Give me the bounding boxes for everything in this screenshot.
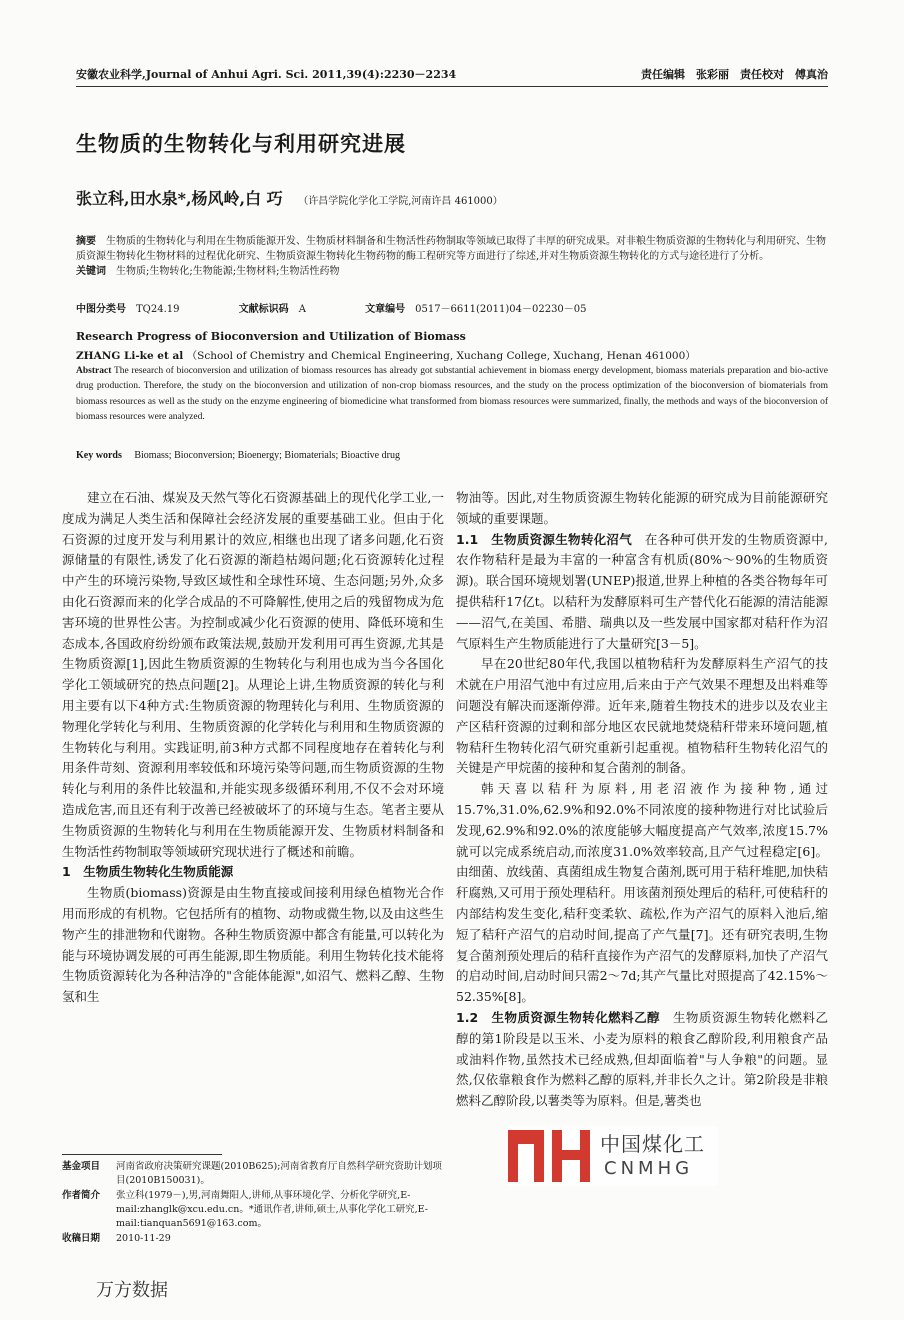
received-date-label: 收稿日期	[62, 1233, 101, 1244]
english-keywords-label: Key words	[76, 450, 122, 461]
doc-code-label: 文献标识码	[238, 304, 289, 315]
watermark-logo	[506, 1126, 718, 1186]
classification-line	[76, 300, 828, 315]
author-line	[76, 186, 503, 209]
english-author-line	[76, 348, 696, 363]
section-1-paragraph: 生物质(biomass)资源是由生物直接或间接利用绿色植物光合作用而形成的有机物。它包括所有的植物、动物或微生物,以及由这些生物产生的排泄物和代谢物。各种生物质资源中都含有能量,可以转化为能与环境协调发展的可再生能源,即生物质能。利用生物转化技术能将生物质资源转化为各种洁净的"含能体能源",如沼气、燃料乙醇、生物氢和生	[62, 885, 444, 1005]
journal-citation: 安徽农业科学,Journal of Anhui Agri. Sci. 2011,39(4):2230－2234	[76, 68, 457, 81]
clc-value: TQ24.19	[136, 304, 180, 315]
body-column-left	[62, 488, 444, 1008]
section-heading-1: 1 生物质生物转化生物质能源	[62, 864, 234, 880]
author-names: 张立科,田水泉*,杨风岭,白 巧	[76, 189, 283, 208]
fund-label: 基金项目	[62, 1161, 101, 1172]
clc-label: 中图分类号	[76, 304, 126, 315]
running-header	[76, 66, 828, 84]
english-affiliation: （School of Chemistry and Chemical Engineering, Xuchang College, Xuchang, Henan 461000）	[186, 350, 696, 362]
section-1-1-paragraph-2: 早在20世纪80年代,我国以植物秸秆为发酵原料生产沼气的技术就在户用沼气池中有过应用,后来由于产气效果不理想及出料难等问题没有解决而逐渐停滞。近年来,随着生物技术的进步以及农业主产区秸秆资源的过剩和部分地区农民就地焚烧秸秆带来环境问题,植物秸秆生物转化沼气研究重新引起重视。植物秸秆生物转化沼气的关键是产甲烷菌的接种和复合菌剂的制备。	[456, 656, 828, 776]
english-abstract-label: Abstract	[76, 366, 112, 376]
section-1-2-paragraph: 生物质资源生物转化燃料乙醇的第1阶段是以玉米、小麦为原料的粮食乙醇阶段,利用粮食产品或油料作物,虽然技术已经成熟,但却面临着"与人争粮"的问题。显然,仅依靠粮食作为燃料乙醇的原料,并非长久之计。第2阶段是非粮燃料乙醇阶段,以薯类等为原料。但是,薯类也	[456, 1009, 828, 1109]
watermark-cn-text: 中国煤化工	[600, 1132, 705, 1156]
abstract-text: 生物质的生物转化与利用在生物质能源开发、生物质材料制备和生物活性药物制取等领域已取得了丰厚的研究成果。对非粮生物质资源的生物转化与利用研究、生物质资源生物转化生物材料的过程优化研究、生物质资源生物转化生物药物的酶工程研究等方面进行了综述,并对生物质资源生物转化的方式与途径进行了分析。	[76, 236, 826, 262]
continued-paragraph: 物油等。因此,对生物质资源生物转化能源的研究成为目前能源研究领域的重要课题。	[456, 490, 828, 526]
keywords-label: 关键词	[76, 266, 106, 277]
english-authors: ZHANG Li-ke et al	[76, 350, 184, 362]
english-abstract	[76, 364, 828, 425]
editor-credits: 责任编辑 张彩丽 责任校对 傅真治	[641, 68, 828, 81]
abstract-label: 摘要	[76, 236, 96, 247]
article-number-label: 文章编号	[365, 304, 406, 315]
source-watermark: 万方数据	[96, 1280, 168, 1301]
watermark-en-text: CNMHG	[604, 1158, 694, 1179]
keywords-text: 生物质;生物转化;生物能源;生物材料;生物活性药物	[116, 266, 340, 277]
english-keywords-text: Biomass; Bioconversion; Bioenergy; Biomaterials; Bioactive drug	[134, 450, 400, 461]
chinese-abstract	[76, 234, 828, 279]
english-title: Research Progress of Bioconversion and Utilization of Biomass	[76, 330, 466, 343]
body-column-right	[456, 488, 828, 1112]
doc-code-value: A	[298, 304, 306, 315]
footnote-rule	[62, 1154, 222, 1155]
affiliation: （许昌学院化学化工学院,河南许昌 461000）	[298, 196, 503, 207]
author-bio-label: 作者简介	[62, 1190, 101, 1201]
section-1-1-paragraph-3: 韩天喜以秸秆为原料,用老沼液作为接种物,通过15.7%,31.0%,62.9%和92.0%不同浓度的接种物进行对比试验后发现,62.9%和92.0%的浓度能够大幅度提高产气效率,浓度15.7%就可以完成系统启动,而浓度31.0%效率较高,且产气过程稳定[6]。由细菌、放线菌、真菌组成生物复合菌剂,既可用于秸秆堆肥,加快秸秆腐熟,又可用于预处理秸秆。用该菌剂预处理后的秸秆,可使秸秆的内部结构发生变化,秸秆变柔软、疏松,作为产沼气的原料入池后,缩短了秸秆产沼气的启动时间,提高了产气量[7]。还有研究表明,生物复合菌剂预处理后的秸秆直接作为产沼气的发酵原料,加快了产沼气的启动时间,启动时间只需2～7d;其产气量比对照提高了42.15%～52.35%[8]。	[456, 781, 828, 1005]
received-date: 2010-11-29	[116, 1233, 171, 1244]
author-bio-text: 张立科(1979－),男,河南舞阳人,讲师,从事环境化学、分析化学研究,E-mail:zhanglk@xcu.edu.cn。*通讯作者,讲师,硕士,从事化学化工研究,E-mail:tianquan5691@163.com。	[116, 1190, 428, 1229]
article-number-value: 0517－6611(2011)04－02230－05	[415, 304, 587, 315]
english-keywords	[76, 446, 400, 461]
logo-mark-icon	[506, 1126, 592, 1186]
fund-text: 河南省政府决策研究课题(2010B625);河南省教育厅自然科学研究资助计划项目(2010B150031)。	[116, 1161, 442, 1186]
section-heading-1-1: 1.1 生物质资源生物转化沼气	[456, 531, 633, 547]
footnotes	[62, 1160, 444, 1247]
header-rule	[76, 86, 828, 87]
section-1-1-paragraph-1: 在各种可供开发的生物质资源中,农作物秸秆是最为丰富的一种富含有机质(80%～90%的生物质资源)。联合国环境规划署(UNEP)报道,世界上种植的各类谷物每年可提供秸秆17亿t。以秸秆为发酵原料可生产替代化石能源的清洁能源——沼气,在美国、希腊、瑞典以及一些发展中国家都对秸秆作为沼气原料生产生物质能进行了大量研究[3－5]。	[456, 531, 828, 651]
paper-title: 生物质的生物转化与利用研究进展	[76, 132, 406, 156]
intro-paragraph: 建立在石油、煤炭及天然气等化石资源基础上的现代化学工业,一度成为满足人类生活和保障社会经济发展的重要基础工业。但由于化石资源的过度开发与利用累计的效应,相继也出现了诸多问题,化石资源储量的有限性,诱发了化石资源的渐趋枯竭问题;化石资源转化过程中产生的环境污染物,导致区域性和全球性环境、生态问题;另外,众多由化石资源而来的化学合成品的不可降解性,使用之后的残留物成为危害环境的世界性公害。为控制或减少化石资源的使用、降低环境和生态成本,各国政府纷纷颁布政策法规,鼓励开发利用可再生资源,尤其是生物质资源[1],因此生物质资源的生物转化与利用也成为当今各国化学化工领域研究的热点问题[2]。从理论上讲,生物质资源的转化与利用主要有以下4种方式:生物质资源的物理转化与利用、生物质资源的物理化学转化与利用、生物质资源的化学转化与利用和生物质资源的生物转化与利用。实践证明,前3种方式都不同程度地存在着转化与利用条件苛刻、资源利用率较低和环境污染等问题,而生物质资源的生物转化与利用的条件比较温和,并能实现多级循环利用,不仅不会对环境造成危害,而且还有利于改善已经被破坏了的环境与生态。笔者主要从生物质资源的生物转化与利用在生物质能源开发、生物质材料制备和生物活性药物制取等领域研究现状进行了概述和前瞻。	[62, 490, 444, 859]
section-heading-1-2: 1.2 生物质资源生物转化燃料乙醇	[456, 1009, 660, 1025]
english-abstract-text: The research of bioconversion and utilization of biomass resources has already got substantial achievement in biomass energy development, biomass materials preparation and bio-active drug production. Therefore, the study on the bioconversion and utilization of non-crop biomass resources, and the study on the process optimization of the bioconversion of biomaterials from biomass resources as well as the study on the enzyme engineering of biomedicine what transformed from biomass resources were summarized, finally, the methods and ways of the bioconversion of biomass resources were analyzed.	[76, 366, 828, 422]
